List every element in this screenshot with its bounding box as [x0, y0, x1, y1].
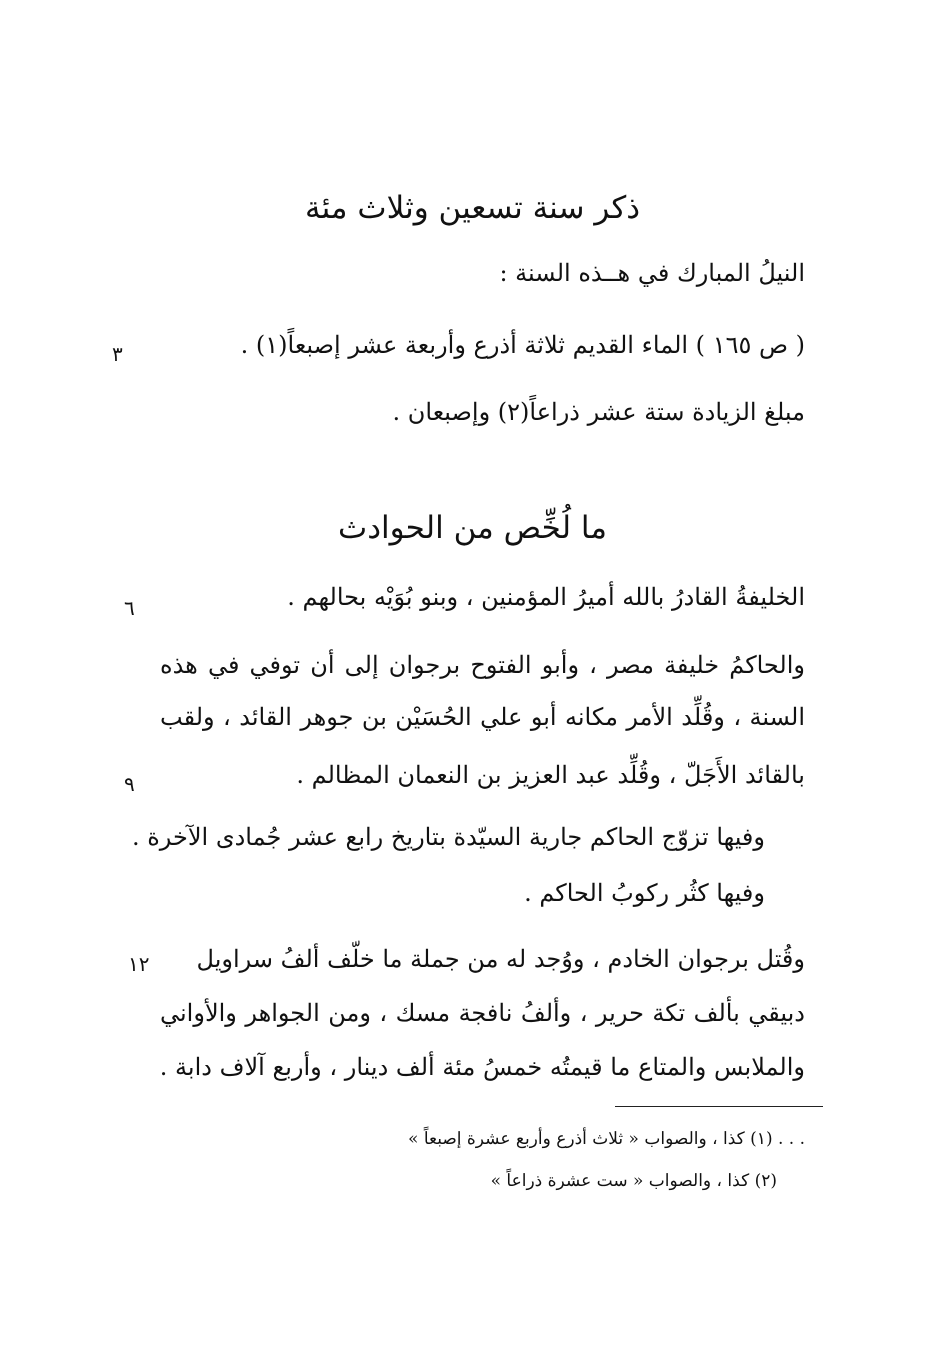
text-line: السنة ، وقُلِّد الأمر مكانه أبو علي الحُسَيْن بن جوهر القائد ، ولقب [160, 703, 805, 731]
text-line: والحاكمُ خليفة مصر ، وأبو الفتوح برجوان إلى أن توفي في هذه [160, 651, 805, 679]
line-number: ١٢ [128, 952, 150, 976]
text-line: والملابس والمتاع ما قيمتُه خمسُ مئة ألف دينار ، وأربع آلاف دابة . [159, 1053, 805, 1081]
section-title-year-390: ذكر سنة تسعين وثلاث مئة [304, 190, 641, 226]
text-line: النيلُ المبارك في هــذه السنة : [499, 259, 805, 287]
section-title-events: ما لُخِّص من الحوادث [338, 510, 607, 546]
text-line: الخليفةُ القادرُ بالله أميرُ المؤمنين ، وبنو بُوَيْه بحالهم . [287, 583, 805, 611]
line-number: ٣ [112, 342, 123, 366]
line-number: ٩ [124, 772, 135, 796]
text-line: مبلغ الزيادة ستة عشر ذراعاً(٢) وإصبعان . [392, 398, 805, 426]
text-line: ( ص ١٦٥ ) الماء القديم ثلاثة أذرع وأربعة عشر إصبعاً(١) . [240, 331, 805, 359]
text-line: بالقائد الأَجَلّ ، وقُلِّد عبد العزيز بن النعمان المظالم . [296, 761, 805, 789]
footnote-divider [615, 1106, 823, 1107]
footnote: (٢) كذا ، والصواب « ست عشرة ذراعاً » [490, 1171, 777, 1191]
text-line: دبيقي بألف تكة حرير ، وألفُ نافجة مسك ، ومن الجواهر والأواني [160, 999, 805, 1027]
text-line: وفيها تزوّج الحاكم جارية السيّدة بتاريخ رابع عشر جُمادى الآخرة . [131, 823, 765, 851]
text-line: وفيها كثُر ركوبُ الحاكم . [524, 879, 765, 907]
text-line: وقُتل برجوان الخادم ، ووُجد له من جملة ما خلّف ألفُ سراويل [196, 945, 805, 973]
footnote: . . . (١) كذا ، والصواب « ثلاث أذرع وأربع عشرة إصبعاً » [408, 1129, 805, 1149]
line-number: ٦ [124, 596, 135, 620]
